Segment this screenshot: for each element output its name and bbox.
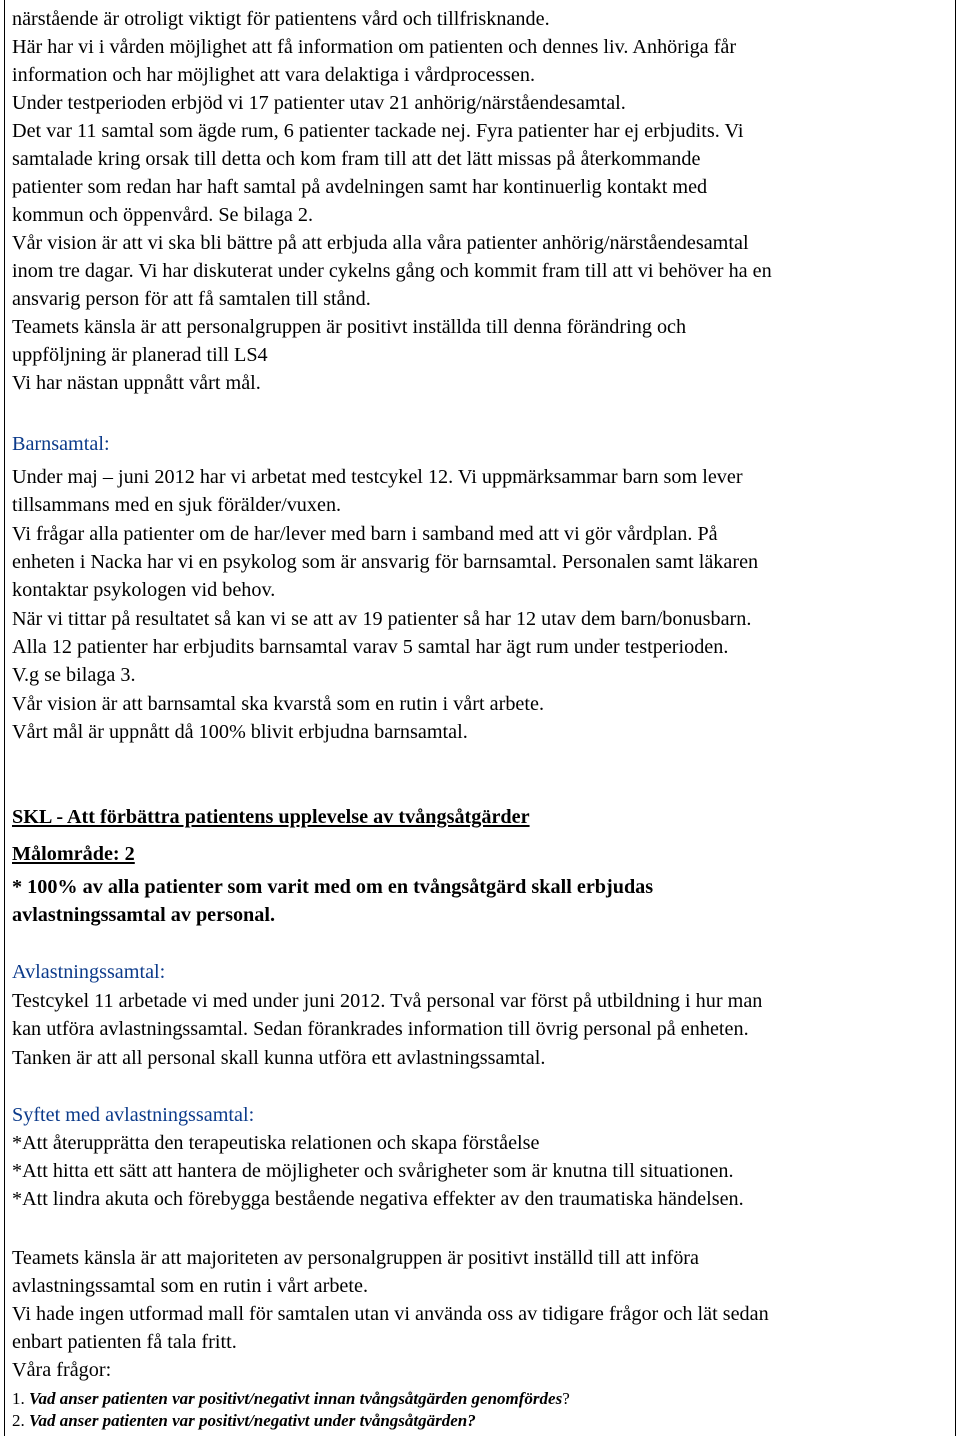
question-item (12, 1407, 476, 1435)
text-line: V.g se bilaga 3. (12, 664, 136, 686)
text-line: ansvarig person för att få samtalen till stånd. (12, 288, 371, 310)
text-line: uppföljning är planerad till LS4 (12, 344, 268, 366)
text-line: Teamets känsla är att majoriteten av personalgruppen är positivt inställd till att införa (12, 1247, 699, 1269)
text-line: enheten i Nacka har vi en psykolog som är ansvarig för barnsamtal. Personalen samt läkaren (12, 551, 759, 573)
goal-line: avlastningssamtal av personal. (12, 904, 276, 926)
purpose-item: *Att hitta ett sätt att hantera de möjligheter och svårigheter som är knutna till situationen. (12, 1160, 734, 1182)
subheading-fragor: Våra frågor: (12, 1359, 112, 1381)
text-line: Vi har nästan uppnått vårt mål. (12, 372, 261, 394)
text-line: Teamets känsla är att personalgruppen är positivt inställda till denna förändring och (12, 316, 687, 338)
text-line: kan utföra avlastningssamtal. Sedan förankrades information till övrig personal på enheten. (12, 1018, 749, 1040)
text-line: Vår vision är att barnsamtal ska kvarstå som en rutin i vårt arbete. (12, 693, 544, 715)
text-line: När vi tittar på resultatet så kan vi se att av 19 patienter så har 12 utav dem barn/bonusbarn. (12, 608, 752, 630)
question-mark: ? (562, 1389, 570, 1408)
text-line: Testcykel 11 arbetade vi med under juni 2012. Två personal var först på utbildning i hur man (12, 990, 763, 1012)
text-line: samtalade kring orsak till detta och kom fram till att det lätt missas på återkommande (12, 148, 701, 170)
text-line: Alla 12 patienter har erbjudits barnsamtal varav 5 samtal har ägt rum under testperioden. (12, 636, 729, 658)
text-line: Under testperioden erbjöd vi 17 patienter utav 21 anhörig/närståendesamtal. (12, 92, 626, 114)
text-line: närstående är otroligt viktigt för patientens vård och tillfrisknande. (12, 8, 550, 30)
text-line: tillsammans med en sjuk förälder/vuxen. (12, 494, 342, 516)
text-line: Vårt mål är uppnått då 100% blivit erbjudna barnsamtal. (12, 721, 468, 743)
text-line: patienter som redan har haft samtal på avdelningen samt har kontinuerlig kontakt med (12, 176, 708, 198)
text-line: Under maj – juni 2012 har vi arbetat med testcykel 12. Vi uppmärksammar barn som lever (12, 466, 743, 488)
purpose-item: *Att återupprätta den terapeutiska relationen och skapa förståelse (12, 1132, 540, 1154)
text-line: Vi frågar alla patienter om de har/lever med barn i samband med att vi gör vårdplan. På (12, 523, 718, 545)
question-number: 2. (12, 1411, 25, 1430)
goal-line: * 100% av alla patienter som varit med om en tvångsåtgärd skall erbjudas (12, 876, 654, 898)
text-line: Vi hade ingen utformad mall för samtalen utan vi använda oss av tidigare frågor och lät sedan (12, 1303, 769, 1325)
text-line: kommun och öppenvård. Se bilaga 2. (12, 204, 314, 226)
text-line: avlastningssamtal som en rutin i vårt arbete. (12, 1275, 368, 1297)
text-line: kontaktar psykologen vid behov. (12, 579, 276, 601)
question-number: 1. (12, 1389, 25, 1408)
text-line: inom tre dagar. Vi har diskuterat under cykelns gång och kommit fram till att vi behöver ha en (12, 260, 772, 282)
question-text: Vad anser patienten var positivt/negativt under tvångsåtgärden? (29, 1411, 476, 1430)
section-heading-barnsamtal: Barnsamtal: (12, 433, 110, 455)
question-text: Vad anser patienten var positivt/negativt innan tvångsåtgärden genomfördes (29, 1389, 563, 1408)
purpose-item: *Att lindra akuta och förebygga bestående negativa effekter av den traumatiska händelsen. (12, 1188, 744, 1210)
text-line: Här har vi i vården möjlighet att få information om patienten och dennes liv. Anhöriga får (12, 36, 737, 58)
subheading-syfte: Syftet med avlastningssamtal: (12, 1104, 255, 1126)
section-heading-avlastningssamtal: Avlastningssamtal: (12, 961, 166, 983)
document-page (4, 0, 956, 1436)
text-line: Det var 11 samtal som ägde rum, 6 patienter tackade nej. Fyra patienter har ej erbjudits. Vi (12, 120, 744, 142)
section-title-skl: SKL - Att förbättra patientens upplevelse av tvångsåtgärder (12, 806, 530, 828)
malomrade-label: Målområde: 2 (12, 843, 135, 865)
text-line: Tanken är att all personal skall kunna utföra ett avlastningssamtal. (12, 1047, 546, 1069)
text-line: Vår vision är att vi ska bli bättre på att erbjuda alla våra patienter anhörig/närståendesamtal (12, 232, 749, 254)
text-line: enbart patienten få tala fritt. (12, 1331, 237, 1353)
text-line: information och har möjlighet att vara delaktiga i vårdprocessen. (12, 64, 536, 86)
